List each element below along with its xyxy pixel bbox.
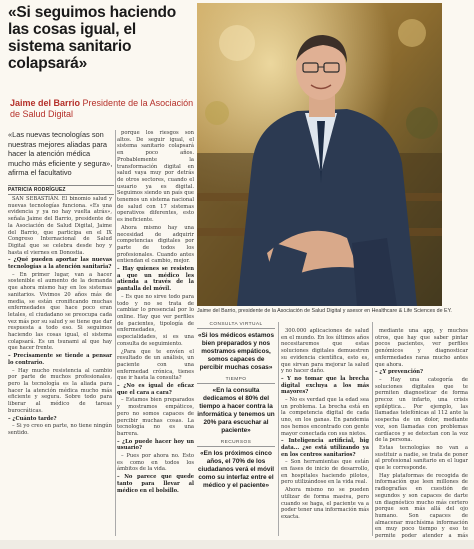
article-paragraph: – Hay mucho resistencia al cambio por parte de muchos profesionales, pero la tecnología es la aliada para hacer la atención médica mucho más eficiente y segura. Sobre todo para liberar al médico de tareas burocráticas. <box>8 367 112 414</box>
interview-question: – No parece que quede tanto para llevar al médico en el bolsillo. <box>117 474 194 494</box>
article-paragraph: SAN SEBASTIÁN. El binomio salud y nuevas tecnologías funciona. «Es una evidencia y ya no hay vuelta atrás», señala Jaime del Barrio, presidente de la Asociación de Salud Digital, Jaime del Barrio, que participa en el IX Congreso Internacional de Salud Digital que se celebra desde hoy y hasta el viernes en Donostia. <box>8 196 112 256</box>
article-paragraph: – No es verdad que la edad sea un problema. La brecha está en la competencia digital de cada uno, en los ganas. En pandemia nos hemos encontrado con gente mayor conectada con sus nietos. <box>281 397 369 437</box>
photo-caption: Jaime del Barrio, presidente de la Asociación de Salud Digital y asesor en Healthcare & Life Sciences de EY. <box>197 308 452 314</box>
article-paragraph: – Si yo creo en parte, no tiene ningún sentido. <box>8 423 112 436</box>
portrait-photo <box>197 3 442 306</box>
pull-quote-label: TIEMPO <box>197 377 275 384</box>
article-paragraph: Estas tecnologías no van a sustituir a nadie, se trata de poner al profesional sanitario en el lugar que le corresponde. <box>375 444 468 472</box>
article-paragraph: porque los riesgos son altos. De seguir igual, el sistema sanitario colapsará en poco años. Probablemente la transformación digital en salud vaya muy por detrás de otros sectores, cuando el usuario ya es digital. Seguimos siendo un país que tenemos un sistema nacional de salud con 17 sistemas operativos diferentes, esto es ineficiente. <box>117 130 194 224</box>
author-name: PATRICIA RODRÍGUEZ <box>8 187 66 193</box>
interview-question: – ¿No es igual de eficaz que el cara a cara? <box>117 383 194 396</box>
article-paragraph: 300.000 aplicaciones de salud en el mundo. En los últimos años necesitaremos que estas soluciones digitales demuestren su evidencia científica, esto es, que sirvan para mejorar la salud y no hacer daño. <box>281 328 369 375</box>
column-divider <box>278 322 279 536</box>
article-paragraph: mediante una app, y muchos otros, que hay que saber pintar pocos pacientes, ver perfiles genómicos y diagnosticar enfermedades raras mucho antes que ahora. <box>375 328 468 368</box>
interviewee-name: Jaime del Barrio <box>10 98 81 108</box>
pull-quote-label: RECURSOS <box>197 440 275 447</box>
column-divider <box>372 322 373 536</box>
interviewee-byline <box>10 98 195 120</box>
article-paragraph: Ahora mismo hay una necesidad de adquirir competencias digitales por parte de todos los profesionales. Cuando antes entiendan el cambio, mejor. <box>117 224 194 265</box>
interview-question: – Inteligencia artificial, big data... ¿se está utilizando ya en los centros sanitarios? <box>281 438 369 458</box>
article-paragraph: – Son herramientas que están en fases de inicio de desarrollo, en hospitales haciendo pilotos, pero utilizándose en la vida real. <box>281 459 369 486</box>
article-column-3 <box>281 328 369 536</box>
article-paragraph: – Hay una categoría de soluciones digitales que te permiten diagnosticar de forma precoz un infarto, una crisis epiléptica... Por ejemplo, las llamadas telefónicas al 112 ante la sospecha de un dolor, mediante voz, son llamadas con problemas cardíacos y se detectan con la voz de la persona. <box>375 376 468 444</box>
article-paragraph: – Estamos bien preparados y mostramos empáticos, pero no somos capaces de percibir muchas cosas. La tecnología no es una barrera. <box>117 397 194 437</box>
article-column-1 <box>8 196 112 536</box>
article-paragraph: Hay plataformas de recogida de información que leen millones de radiografías en cuestión de segundos y son capaces de darte un diagnóstico mucho más certero porque son más allá del ojo humano. Son capaces de almacenar muchísima información en muy poco tiempo y eso te permite poder atender a más <box>375 472 468 540</box>
headline: «Si seguimos haciendo las cosas igual, el sistema sanitario colapsará» <box>8 4 177 72</box>
interview-question: – ¿Y prevención? <box>375 369 424 376</box>
article-paragraph: – Es que no sirve todo para todo y no se trata de cambiar lo presencial por lo online. Hay que ver perfiles de pacientes, tipología de enfermedades, especialidades, si es una consulta de seguimiento. <box>117 293 194 347</box>
column-divider <box>115 130 116 536</box>
interview-question: – Hay quienes se resisten a que un médico les atienda a través de la pantalla del móvil. <box>117 266 194 293</box>
article-paragraph: – En primer lugar, van a hacer sostenible el aumento de la demanda que ahora mismo hay en los sistemas sanitarios. Vivimos 20 años más de media, se están cronificando muchas enfermedades que hace poco eran letales, el ciudadano se preocupa cada vez más por su salud y se tiene que dar respuesta a todo eso. Si seguimos haciendo las cosas igual, el sistema colapsará. Es un tsunami al que hay que hacer frente. <box>8 271 112 352</box>
interview-question: – ¿Qué pueden aportar las nuevas tecnologías a la atención sanitaria? <box>8 257 112 271</box>
pull-quotes-sidebar <box>197 322 275 495</box>
interview-question: – Precisamente se tiende a pensar lo contrario. <box>8 353 112 366</box>
portrait-illustration <box>197 3 442 306</box>
article-paragraph: Ahora mismo no se pueden utilizar de forma masiva, pero cuando se haga, el paciente va a poder tener una información más exacta. <box>281 487 369 520</box>
page-bottom-strip <box>0 540 474 549</box>
author-rule-bottom <box>8 194 114 195</box>
interview-question: – Y no tomar que la brecha digital excluya a los más mayores? <box>281 375 369 396</box>
pull-quote-label: CONSULTA VIRTUAL <box>197 322 275 329</box>
article-paragraph: ¿Para que te envíen el resultado de un análisis, un paciente con una enfermedad crónica, tienes que ir hasta la consulta? <box>117 348 194 382</box>
pull-quote: «En la consulta dedicamos el 80% del tiempo a hacer contra la informática y tenemos un 20% para escuchar al paciente» <box>197 387 275 434</box>
interview-question: – ¿Cuánto tarde? <box>8 415 57 422</box>
pull-quote: «Si los médicos estamos bien preparados y nos mostramos empáticos, somos capaces de percibir muchas cosas» <box>197 332 274 371</box>
lead-quote: «Las nuevas tecnologías son nuestras mejores aliadas para hacer la atención médica mucho más eficiente y segura», afirma el facultativo <box>8 130 113 178</box>
interviewee-role: Presidente de la Asociación de Salud Digital <box>10 98 194 119</box>
author-rule-top <box>8 185 114 186</box>
article-paragraph: – Pues por ahora no. Esto es como en todos los ámbitos de la vida. <box>117 453 194 473</box>
pull-quote: «En los próximos cinco años, el 70% de los ciudadanos verá el móvil como su interfaz entre el médico y el paciente» <box>197 450 274 489</box>
article-column-4 <box>375 328 468 540</box>
interview-question: – ¿Lo puede hacer hoy un usuario? <box>117 438 194 452</box>
article-column-2 <box>117 130 194 536</box>
